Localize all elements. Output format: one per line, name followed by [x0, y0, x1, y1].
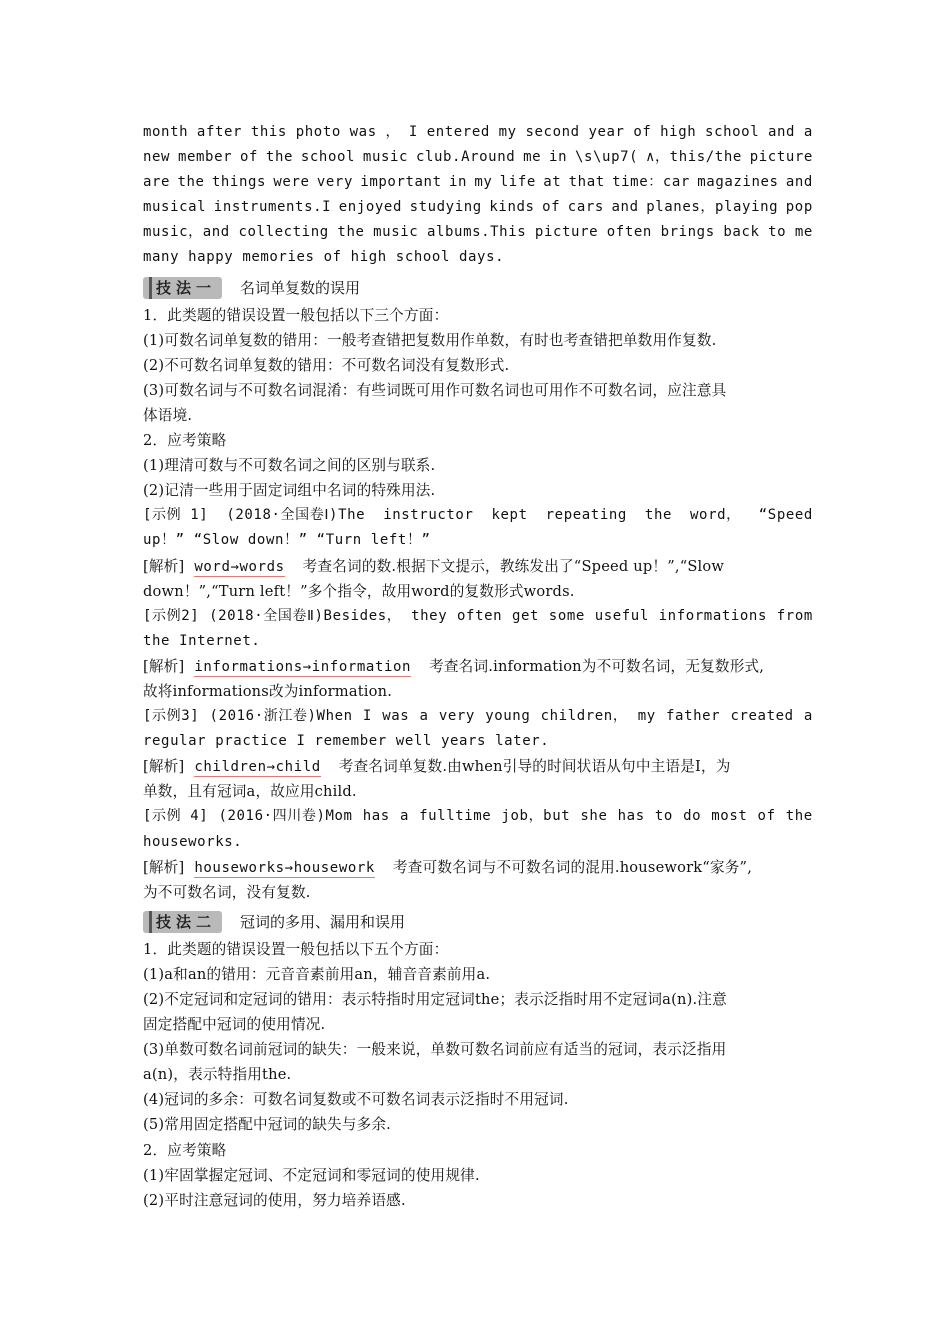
paragraph: 1．此类题的错误设置一般包括以下三个方面： [143, 306, 449, 324]
word: year [588, 124, 625, 140]
word: (2018·全国卷Ⅱ)Besides， [209, 607, 402, 624]
word: [示例2] [143, 607, 200, 624]
word: time：car [612, 174, 690, 191]
word: of [757, 808, 776, 825]
word: back [723, 224, 760, 241]
example-sentence [143, 503, 813, 528]
word: many happy memories of high school days. [143, 249, 505, 266]
word: to [654, 808, 673, 825]
word: music，and [143, 224, 230, 241]
analysis-text: 为不可数名词，没有复数. [143, 883, 311, 901]
example-sentence: up！” “Slow down！” “Turn left！” [143, 532, 431, 549]
word: enjoyed [338, 199, 402, 216]
paragraph: 体语境. [143, 406, 193, 424]
word: a [419, 708, 429, 725]
word: life [499, 174, 536, 191]
document-page [143, 120, 813, 1213]
word: the [785, 808, 813, 825]
word: the [265, 149, 294, 166]
paragraph: (2)不可数名词单复数的错用：不可数名词没有复数形式. [143, 356, 510, 374]
correction-answer: word→words [194, 558, 285, 575]
example-sentence: houseworks. [143, 833, 243, 850]
intro-line [143, 195, 813, 220]
word: club.Around [415, 149, 516, 166]
paragraph: (2)不定冠词和定冠词的错用：表示特指时用定冠词the；表示泛指时用不定冠词a(n).注意 [143, 991, 727, 1008]
word: entered [426, 124, 490, 140]
analysis-text: 考查可数名词与不可数名词的混用.housework“家务”, [392, 858, 753, 876]
paragraph: 固定搭配中冠词的使用情况. [143, 1016, 326, 1034]
word: they [411, 607, 448, 624]
word: of [240, 149, 259, 166]
word: the [177, 174, 205, 191]
technique-badge [143, 911, 222, 933]
word: school [705, 124, 760, 140]
analysis-line [143, 855, 813, 880]
word: instructor [383, 507, 474, 524]
example-sentence [143, 604, 813, 629]
word: and [611, 199, 639, 216]
word: me [523, 149, 542, 166]
word: at [543, 174, 562, 191]
word: studying [409, 199, 482, 216]
word: [示例 1] [143, 507, 209, 524]
word: “Speed [758, 507, 813, 524]
paragraph: (3)可数名词与不可数名词混淆：有些词既可用作可数名词也可用作不可数名词，应注意具 [143, 381, 727, 399]
paragraph: a(n)，表示特指用the. [143, 1066, 292, 1084]
word: kept [491, 507, 528, 524]
word: picture [534, 224, 599, 241]
word: often [606, 224, 652, 241]
word: things [211, 174, 267, 191]
example-sentence [143, 804, 813, 829]
paragraph: 2．应考策略 [143, 1141, 227, 1159]
example-sentence: regular practice I remember well years later. [143, 733, 550, 750]
word: my [474, 174, 493, 191]
word: kinds [489, 199, 535, 216]
word: job，but [501, 808, 571, 825]
word: [示例3] [143, 708, 200, 725]
word: me [794, 224, 813, 241]
word: in [448, 174, 468, 191]
intro-line [143, 220, 813, 245]
word: brings [660, 224, 715, 241]
word: the [337, 224, 365, 241]
word: useful [594, 607, 649, 624]
section-heading [143, 273, 813, 303]
analysis-text: 单数，且有冠词a，故应用child. [143, 783, 357, 801]
correction-answer: informations→information [194, 658, 412, 675]
word: I [362, 708, 372, 725]
word: was [349, 124, 377, 140]
word: second [525, 124, 580, 140]
paragraph: (1)a和an的错用：元音音素前用an，辅音音素前用a. [143, 965, 491, 983]
word: and [768, 124, 796, 140]
word: I [408, 124, 418, 140]
analysis-text: 考查名词单复数.由when引导的时间状语从句中主语是I，为 [338, 758, 731, 776]
word: school [300, 149, 356, 166]
analysis-line [143, 754, 813, 779]
word: do [683, 808, 702, 825]
word: informations [658, 607, 767, 624]
intro-line [143, 120, 813, 145]
badge-marker-icon [149, 911, 152, 933]
word: young [485, 708, 531, 725]
word: in [549, 149, 568, 166]
technique-badge [143, 277, 222, 299]
correction-answer: houseworks→housework [194, 859, 375, 876]
word: created [730, 708, 794, 725]
paragraph: (1)牢固掌握定冠词、不定冠词和零冠词的使用规律. [143, 1166, 480, 1184]
example-sentence: the Internet. [143, 632, 261, 649]
word: a [399, 808, 409, 825]
word: \s\up7( [574, 149, 639, 166]
word: (2018·全国卷Ⅰ)The [226, 507, 366, 524]
analysis-tag: [解析] [143, 858, 185, 876]
word: repeating [545, 507, 627, 524]
word: music [362, 149, 409, 166]
word: photo [295, 124, 341, 140]
word: children， [540, 708, 628, 725]
word: she [580, 808, 608, 825]
analysis-line [143, 554, 813, 579]
word: magazines [697, 174, 779, 191]
word: father [666, 708, 721, 725]
word: high [660, 124, 697, 140]
word: very [316, 174, 353, 191]
word: the [644, 507, 673, 524]
word: are [143, 174, 171, 191]
word: music [373, 224, 419, 241]
word: picture [749, 149, 813, 166]
word: a [803, 124, 813, 140]
word: planes，playing [646, 199, 779, 216]
word: from [776, 607, 813, 624]
analysis-line [143, 654, 813, 679]
word: word， [690, 507, 741, 524]
word: get [511, 607, 540, 624]
word: (2016·四川卷)Mom [218, 808, 353, 825]
analysis-text: down！”,“Turn left！”多个指令，故用word的复数形式words. [143, 582, 575, 600]
word: [示例 4] [143, 808, 209, 825]
analysis-tag: [解析] [143, 758, 185, 776]
word: albums.This [426, 224, 527, 241]
word: very [438, 708, 475, 725]
example-sentence [143, 704, 813, 729]
word: (2016·浙江卷)When [209, 708, 353, 725]
word: my [637, 708, 656, 725]
section-title: 名词单复数的误用 [240, 279, 361, 298]
analysis-tag: [解析] [143, 557, 185, 575]
word: has [617, 808, 645, 825]
word: often [457, 607, 503, 624]
paragraph: (2)平时注意冠词的使用，努力培养语感. [143, 1191, 406, 1209]
paragraph: (4)冠词的多余：可数名词复数或不可数名词表示泛指时不用冠词. [143, 1091, 569, 1109]
analysis-text: 考查名词.information为不可数名词，无复数形式, [429, 657, 765, 675]
word: has [362, 808, 390, 825]
word: of [633, 124, 652, 140]
word: pop [785, 199, 813, 216]
word: month [143, 124, 189, 140]
word: and [785, 174, 813, 191]
word: of [542, 199, 561, 216]
intro-line [143, 245, 813, 270]
word: cars [567, 199, 604, 216]
paragraph: (1)可数名词单复数的错用：一般考查错把复数用作单数，有时也考查错把单数用作复数. [143, 331, 717, 349]
word: some [548, 607, 585, 624]
word: this [250, 124, 287, 140]
analysis-text: 故将informations改为information. [143, 682, 393, 700]
word: important [360, 174, 442, 191]
word: member [177, 149, 233, 166]
badge-label: 技法一 [156, 279, 217, 298]
badge-marker-icon [149, 277, 152, 299]
intro-line [143, 145, 813, 170]
paragraph: 2．应考策略 [143, 432, 227, 450]
correction-answer: children→child [194, 759, 321, 776]
paragraph: 1．此类题的错误设置一般包括以下五个方面： [143, 940, 449, 958]
badge-label: 技法二 [156, 913, 217, 932]
intro-line [143, 170, 813, 195]
word: ∧，this/the [646, 149, 742, 166]
analysis-text: 考查名词的数.根据下文提示，教练发出了“Speed up！”,“Slow [302, 557, 725, 575]
word: most [711, 808, 748, 825]
word: ， [385, 124, 401, 140]
word: my [498, 124, 517, 140]
word: new [143, 149, 171, 166]
word: collecting [238, 224, 329, 241]
word: were [273, 174, 310, 191]
paragraph: (1)理清可数与不可数名词之间的区别与联系. [143, 457, 436, 475]
section-heading [143, 907, 813, 937]
paragraph: (3)单数可数名词前冠词的缺失：一般来说，单数可数名词前应有适当的冠词，表示泛指用 [143, 1041, 727, 1059]
paragraph: (2)记清一些用于固定词组中名词的特殊用法. [143, 482, 436, 500]
word: instruments.I [213, 199, 332, 216]
word: musical [143, 199, 207, 216]
analysis-tag: [解析] [143, 657, 185, 675]
intro-paragraph [143, 120, 813, 271]
word: a [803, 708, 813, 725]
word: fulltime [419, 808, 492, 825]
paragraph: (5)常用固定搭配中冠词的缺失与多余. [143, 1116, 392, 1134]
word: was [382, 708, 410, 725]
word: that [568, 174, 605, 191]
section-title: 冠词的多用、漏用和误用 [240, 913, 406, 932]
word: after [196, 124, 243, 140]
word: to [768, 224, 787, 241]
